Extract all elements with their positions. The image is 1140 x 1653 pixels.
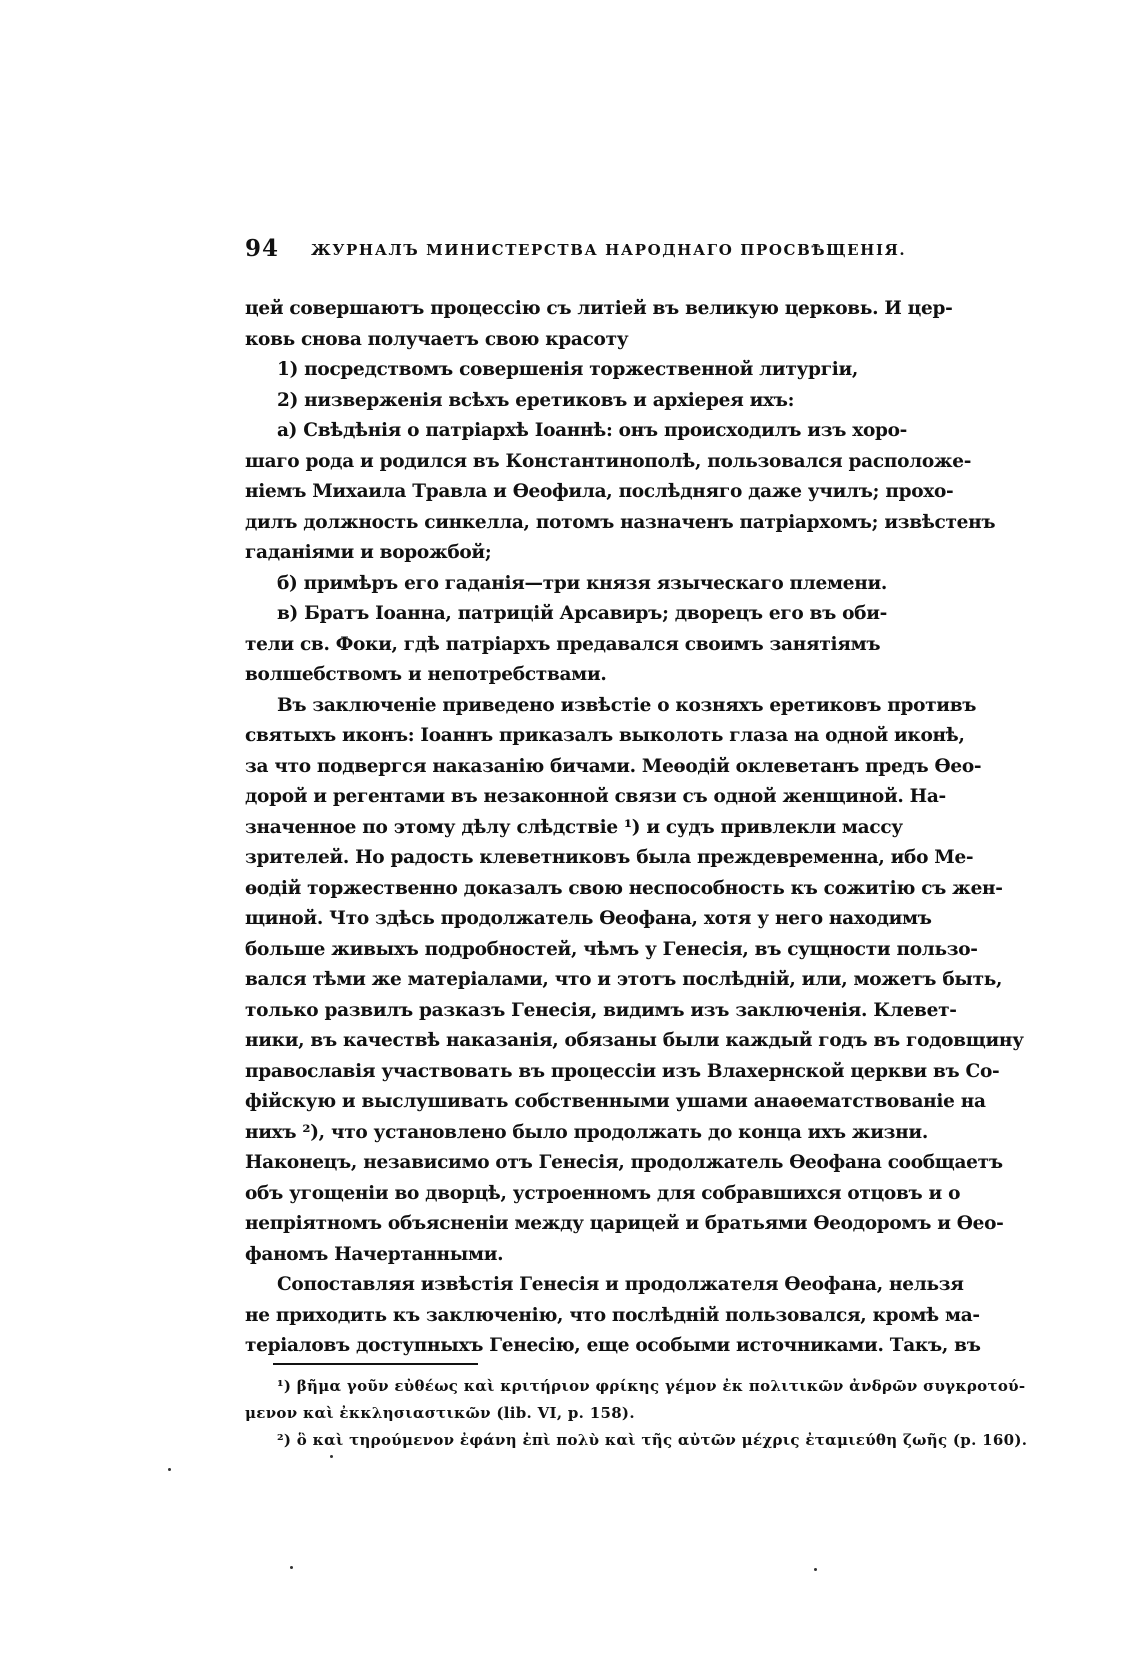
text-line: волшебствомъ и непотребствами. [245, 664, 607, 685]
text-line: в) Братъ Іоанна, патрицій Арсавиръ; дворецъ его въ оби- [277, 603, 888, 624]
text-line: вался тѣми же матеріалами, что и этотъ послѣдній, или, можетъ быть, [245, 969, 1003, 990]
text-line: ѳодій торжественно доказалъ свою неспособность къ сожитію съ жен- [245, 877, 1003, 899]
text-line: тели св. Фоки, гдѣ патріархъ предавался своимъ занятіямъ [245, 633, 881, 655]
scan-speck [330, 1455, 333, 1458]
text-line: Сопоставляя извѣстія Генесія и продолжателя Ѳеофана, нельзя [277, 1274, 964, 1295]
footnote-line: μενον καὶ ἐκκλησιαστικῶν (lib. VI, p. 158). [245, 1404, 635, 1422]
text-line: фійскую и выслушивать собственными ушами анаѳематствованіе на [245, 1091, 986, 1112]
text-line: 2) низверженія всѣхъ еретиковъ и архіерея ихъ: [277, 389, 795, 411]
scan-speck [814, 1568, 817, 1571]
text-line: значенное по этому дѣлу слѣдствіе ¹) и судъ привлекли массу [245, 816, 903, 838]
text-line: шаго рода и родился въ Константинополѣ, пользовался расположе- [245, 450, 972, 472]
text-line: 1) посредствомъ совершенія торжественной литургіи, [277, 359, 859, 380]
text-line: зрителей. Но радость клеветниковъ была преждевременна, ибо Ме- [245, 847, 974, 868]
text-line: гаданіями и ворожбой; [245, 542, 492, 563]
text-line: дилъ должность синкелла, потомъ назначенъ патріархомъ; извѣстенъ [245, 511, 996, 533]
text-line: нихъ ²), что установлено было продолжать до конца ихъ жизни. [245, 1121, 928, 1143]
text-line: а) Свѣдѣнія о патріархѣ Іоаннѣ: онъ происходилъ изъ хоро- [277, 420, 908, 441]
text-line: ники, въ качествѣ наказанія, обязаны были каждый годъ въ годовщину [245, 1030, 1024, 1051]
text-line: теріаловъ доступныхъ Генесію, еще особыми источниками. Такъ, въ [245, 1335, 981, 1356]
footnote-rule [273, 1363, 478, 1365]
text-line: православія участвовать въ процессіи изъ Влахернской церкви въ Со- [245, 1060, 1000, 1082]
text-line: за что подвергся наказанію бичами. Меѳодій оклеветанъ предъ Ѳео- [245, 755, 982, 777]
footnotes [245, 1373, 1028, 1454]
text-line: дорой и регентами въ незаконной связи съ одной женщиной. На- [245, 786, 946, 807]
footnote-line: ²) ὃ καὶ τηρούμενον ἐφάνη ἐπὶ πολὺ καὶ τῆς αὐτῶν μέχρις ἐταμιεύθη ζωῆς (p. 160). [277, 1431, 1028, 1449]
text-line: фаномъ Начертанными. [245, 1243, 504, 1265]
body-text [245, 294, 1024, 1362]
running-title: ЖУРНАЛЪ МИНИСТЕРСТВА НАРОДНАГО ПРОСВѢЩЕНІЯ. [311, 241, 907, 259]
text-line: Въ заключеніе приведено извѣстіе о козняхъ еретиковъ противъ [277, 694, 977, 716]
running-header [245, 235, 907, 269]
text-line: цей совершаютъ процессію съ литіей въ великую церковь. И цер- [245, 298, 953, 319]
text-line: щиной. Что здѣсь продолжатель Ѳеофана, хотя у него находимъ [245, 908, 932, 929]
text-line: Наконецъ, независимо отъ Генесія, продолжатель Ѳеофана сообщаетъ [245, 1152, 1003, 1173]
page-number: 94 [245, 235, 280, 262]
text-line: не приходить къ заключенію, что послѣдній пользовался, кромѣ ма- [245, 1304, 980, 1326]
text-line: б) примѣръ его гаданія—три князя языческаго племени. [277, 572, 888, 594]
text-line: только развилъ разказъ Генесія, видимъ изъ заключенія. Клевет- [245, 999, 957, 1021]
text-line: объ угощеніи во дворцѣ, устроенномъ для собравшихся отцовъ и о [245, 1182, 961, 1204]
text-line: непріятномъ объясненіи между царицей и братьями Ѳеодоромъ и Ѳео- [245, 1213, 1004, 1234]
text-line: больше живыхъ подробностей, чѣмъ у Генесія, въ сущности пользо- [245, 938, 978, 960]
scan-speck [290, 1566, 293, 1569]
footnote-line: ¹) βῆμα γοῦν εὐθέως καὶ κριτήριον φρίκης γέμον ἐκ πολιτικῶν ἀνδρῶν συγκροτού- [277, 1377, 1026, 1395]
text-line: святыхъ иконъ: Іоаннъ приказалъ выколоть глаза на одной иконѣ, [245, 725, 965, 746]
text-line: ковь снова получаетъ свою красоту [245, 328, 629, 350]
scan-speck [168, 1468, 171, 1471]
text-line: ніемъ Михаила Травла и Ѳеофила, послѣдняго даже училъ; прохо- [245, 481, 954, 502]
